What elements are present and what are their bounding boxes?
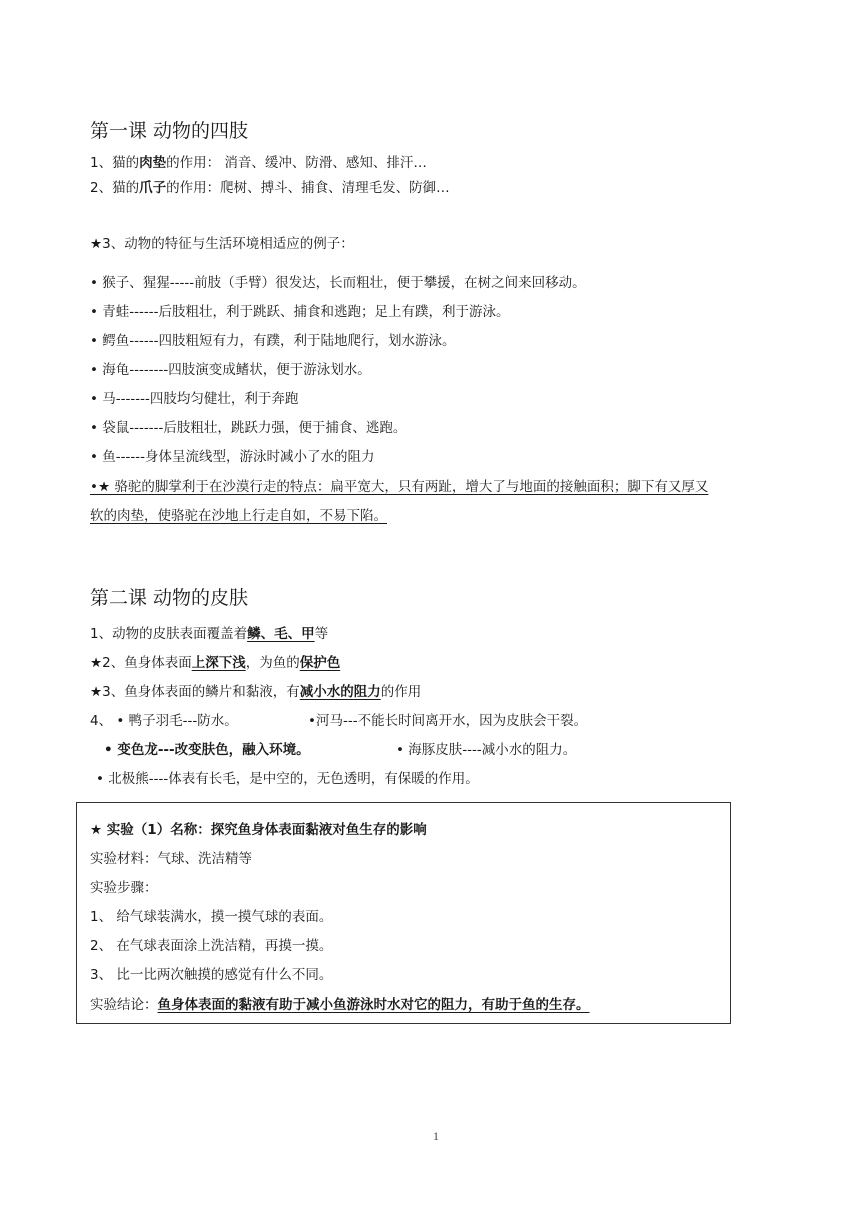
hippo-item: •河马---不能长时间离开水，因为皮肤会干裂。 xyxy=(308,713,588,729)
list-item: • 鱼------身体呈流线型，游泳时减小了水的阻力 xyxy=(90,449,375,465)
list-item: • 青蛙------后肢粗壮，利于跳跃、捕食和逃跑；足上有蹼，利于游泳。 xyxy=(90,304,510,320)
list-item: • 袋鼠-------后肢粗壮，跳跃力强，便于捕食、逃跑。 xyxy=(90,420,407,436)
list-item: • 猴子、猩猩-----前肢（手臂）很发达，长而粗壮，便于攀援，在树之间来回移动。 xyxy=(90,275,586,291)
fish-color-line: ★2、鱼身体表面上深下浅，为鱼的保护色 xyxy=(90,655,341,671)
lesson1-title: 第一课 动物的四肢 xyxy=(90,120,249,142)
adaptation-heading: ★3、动物的特征与生活环境相适应的例子： xyxy=(90,236,354,252)
experiment-conclusion: 实验结论：鱼身体表面的黏液有助于减小鱼游泳时水对它的阻力，有助于鱼的生存。 xyxy=(90,997,590,1013)
polar-bear-item: • 北极熊----体表有长毛，是中空的，无色透明，有保暖的作用。 xyxy=(96,771,479,787)
chameleon-item: • 变色龙---改变肤色，融入环境。 xyxy=(104,742,310,758)
page-number: 1 xyxy=(433,1129,439,1143)
cat-claw-line: 2、猫的爪子的作用：爬树、搏斗、捕食、清理毛发、防御… xyxy=(90,180,450,196)
cat-paw-pad-line: 1、猫的肉垫的作用： 消音、缓冲、防滑、感知、排汗… xyxy=(90,155,427,171)
list-item: • 海龟--------四肢演变成鳍状，便于游泳划水。 xyxy=(90,362,371,378)
lesson2-title: 第二课 动物的皮肤 xyxy=(90,587,249,609)
skin-cover-line: 1、动物的皮肤表面覆盖着鳞、毛、甲等 xyxy=(90,626,329,642)
camel-feature-line-2: 软的肉垫，使骆驼在沙地上行走自如，不易下陷。 xyxy=(90,508,387,524)
duck-item: 4、 • 鸭子羽毛---防水。 xyxy=(90,713,238,729)
list-item: • 马-------四肢均匀健壮，利于奔跑 xyxy=(90,391,299,407)
experiment-step: 2、 在气球表面涂上洗洁精，再摸一摸。 xyxy=(90,938,333,954)
experiment-step: 1、 给气球装满水，摸一摸气球的表面。 xyxy=(90,909,333,925)
experiment-title: ★ 实验（1）名称：探究鱼身体表面黏液对鱼生存的影响 xyxy=(90,822,427,838)
list-item: • 鳄鱼------四肢粗短有力，有蹼，利于陆地爬行，划水游泳。 xyxy=(90,333,456,349)
fish-scale-line: ★3、鱼身体表面的鳞片和黏液，有减小水的阻力的作用 xyxy=(90,684,422,700)
dolphin-item: • 海豚皮肤----减小水的阻力。 xyxy=(396,742,577,758)
experiment-step: 3、 比一比两次触摸的感觉有什么不同。 xyxy=(90,967,333,983)
experiment-materials: 实验材料：气球、洗洁精等 xyxy=(90,851,252,867)
camel-feature-line-1: •★ 骆驼的脚掌利于在沙漠行走的特点：扁平宽大，只有两趾，增大了与地面的接触面积；脚下有又厚又 xyxy=(90,479,709,495)
experiment-steps-label: 实验步骤： xyxy=(90,880,158,896)
